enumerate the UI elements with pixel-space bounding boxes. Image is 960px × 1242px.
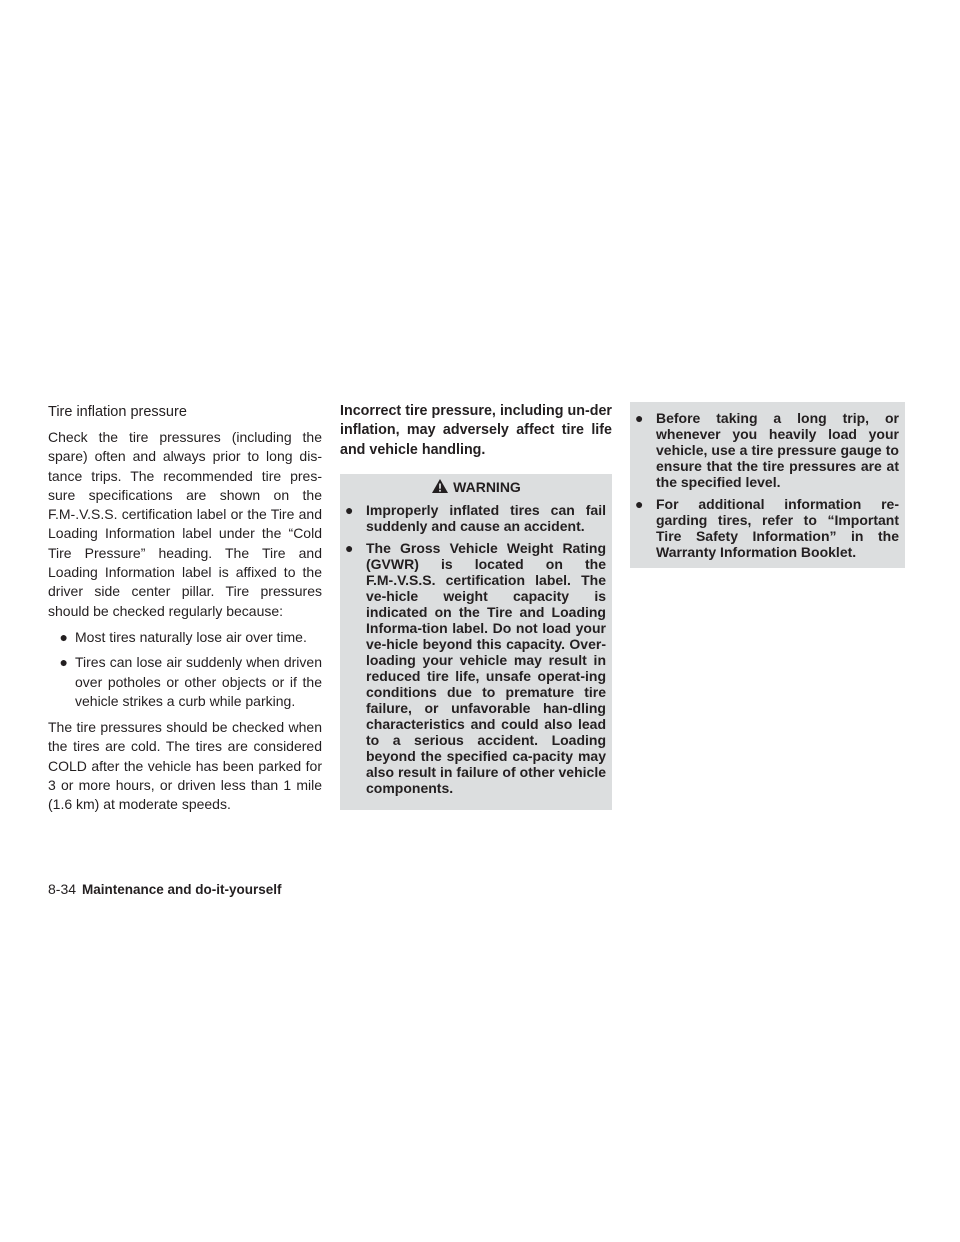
bullet-icon: ● [345,539,354,556]
bullet-icon: ● [635,496,644,512]
list-item [48,628,322,647]
list-item [48,653,322,711]
warning-item-text: Improperly inflated tires can fail suddenly and cause an accident. [366,501,606,534]
column-left [48,402,322,822]
warning-list [340,502,612,796]
bullet-icon: ● [635,410,644,426]
list-item-text: Tires can lose air suddenly when driven over potholes or other objects or if the vehicle strikes a curb while parking. [75,654,322,709]
footer-section-title: Maintenance and do-it-yourself [82,882,282,897]
page-number: 8-34 [48,881,77,897]
warning-item-text: The Gross Vehicle Weight Rating (GVWR) is located on the F.M-.V.S.S. certification label. The ve-hicle weight capacity is indicated on the Tire and Loading Informa-tion label. Do not load your ve-hicle beyond this capacity. Over-loading your vehicle may result in reduced tire life, unsafe operat-ing conditions due to premature tire failure, or unfavorable han-dling characteristics and could also lead to a serious accident. Loading beyond the specified ca-pacity may also result in failure of other vehicle components. [366,539,606,796]
warning-header [340,474,612,502]
column-right [630,402,905,568]
warning-triangle-icon [431,478,449,494]
cold-tires-paragraph: The tire pressures should be checked when the tires are cold. The tires are considered COLD after the vehicle has been parked for 3 or more hours, or driven less than 1 mile (1.6 km) at moderate speeds. [48,719,322,813]
bullet-icon: ● [59,628,68,645]
section-title: Tire inflation pressure [48,404,187,420]
intro-paragraph: Check the tire pressures (including the spare) often and always prior to long dis-tance trips. The recommended tire pres-sure specifications are shown on the F.M-.V.S.S. certification label or the Tire and Loading Information label under the “Cold Tire Pressure” heading. The Tire and Loading Information label is affixed to the driver side center pillar. Tire pressures should be checked regularly because: [48,429,322,619]
bullet-icon: ● [59,654,68,671]
column-middle [340,402,612,810]
warning-item-text: Before taking a long trip, or whenever you heavily load your vehicle, use a tire pressure gauge to ensure that the tire pressures are at the specified level. [656,410,899,490]
warning-item [344,540,606,796]
warning-item [634,410,899,490]
warning-item-text: For additional information re-garding tires, refer to “Important Tire Safety Information” in the Warranty Information Booklet. [656,496,899,560]
bullet-icon: ● [345,501,354,518]
warning-item [634,496,899,560]
warning-box [340,474,612,810]
list-item-text: Most tires naturally lose air over time. [75,628,307,645]
page-footer [48,880,282,899]
warning-box-continued [630,402,905,568]
warning-title: WARNING [453,478,521,495]
warning-list [630,410,905,560]
warning-item [344,502,606,534]
lead-statement: Incorrect tire pressure, including un-der inflation, may adversely affect tire life and vehicle handling. [340,403,612,458]
reasons-list [48,628,322,711]
